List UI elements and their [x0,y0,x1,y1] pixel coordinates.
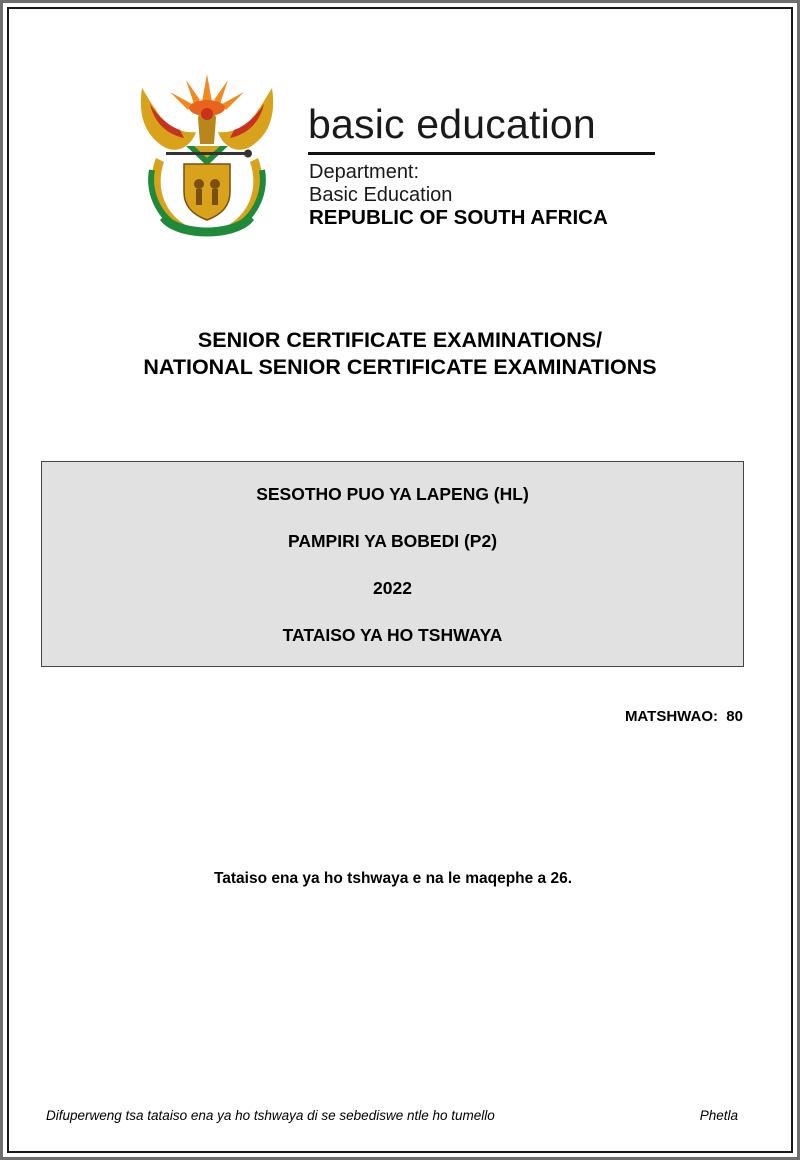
page-count-note: Tataiso ena ya ho tshwaya e na le maqephe a 26. [213,870,573,887]
coat-of-arms-icon [136,74,278,244]
subject-box [41,461,744,667]
paper-number: PAMPIRI YA BOBEDI (P2) [287,531,498,551]
country-name: REPUBLIC OF SOUTH AFRICA [309,206,608,229]
copyright-note: Difuperweng tsa tataiso ena ya ho tshwaya di se sebediswe ntle ho tumello [46,1108,495,1123]
exam-title-line2: NATIONAL SENIOR CERTIFICATE EXAMINATIONS [143,355,657,379]
total-marks: MATSHWAO: 80 [624,708,743,725]
department-logo [136,74,676,244]
subject-name: SESOTHO PUO YA LAPENG (HL) [256,484,529,504]
turn-over-label: Phetla [699,1108,738,1123]
exam-year: 2022 [373,578,412,598]
document-type: TATAISO YA HO TSHWAYA [282,625,503,645]
department-label: Department: [309,161,420,183]
department-name: Basic Education [309,184,453,206]
brand-divider [308,152,655,155]
exam-title-line1: SENIOR CERTIFICATE EXAMINATIONS/ [197,328,603,352]
brand-title: basic education [308,101,596,147]
